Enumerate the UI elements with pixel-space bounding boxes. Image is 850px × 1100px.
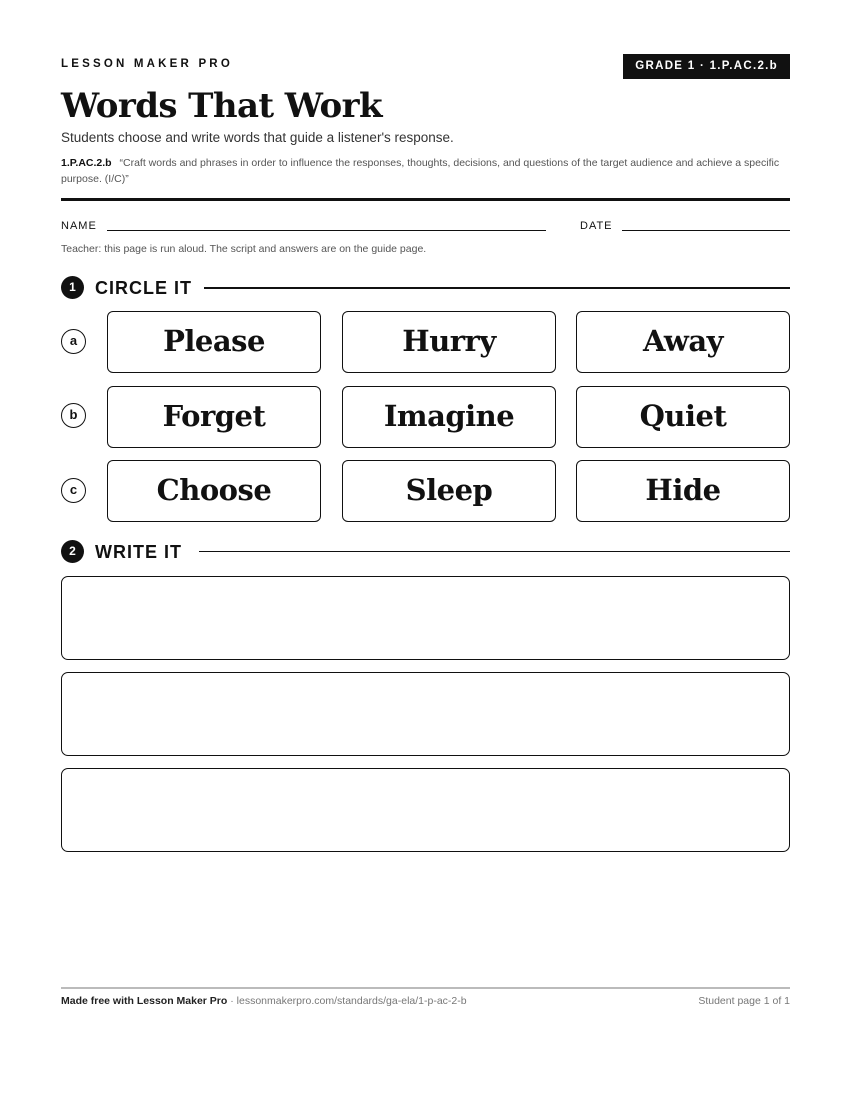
section-divider (204, 287, 790, 289)
writing-box[interactable] (61, 672, 790, 756)
word-card[interactable]: Quiet (576, 386, 790, 448)
date-label: DATE (580, 220, 613, 232)
row-letter-c: c (61, 478, 86, 503)
section-circle-it-header (61, 276, 790, 300)
footer-made-by: Made free with Lesson Maker Pro (61, 995, 228, 1007)
section-write-it-header (61, 540, 790, 564)
section-title: WRITE IT (95, 542, 182, 562)
row-letter-b: b (61, 403, 86, 428)
footer-credit (61, 995, 467, 1007)
header-divider (61, 198, 790, 201)
word-card[interactable]: Away (576, 311, 790, 373)
word-card[interactable]: Hide (576, 460, 790, 522)
brand-name: LESSON MAKER PRO (61, 58, 233, 70)
word-card[interactable]: Imagine (342, 386, 556, 448)
section-title: CIRCLE IT (95, 278, 192, 298)
teacher-note: Teacher: this page is run aloud. The script and answers are on the guide page. (61, 243, 427, 255)
writing-box[interactable] (61, 768, 790, 852)
grade-badge: GRADE 1 · 1.P.AC.2.b (623, 54, 790, 79)
section-number-badge: 2 (61, 540, 84, 563)
page-subtitle: Students choose and write words that guide a listener's response. (61, 130, 454, 145)
word-card[interactable]: Please (107, 311, 321, 373)
worksheet-page (61, 0, 790, 1100)
writing-box[interactable] (61, 576, 790, 660)
name-label: NAME (61, 220, 97, 232)
standard-code: 1.P.AC.2.b (61, 157, 112, 169)
section-divider (199, 551, 790, 552)
page-title: Words That Work (61, 86, 382, 126)
word-card[interactable]: Choose (107, 460, 321, 522)
standard-description (61, 155, 790, 187)
footer-separator: · (227, 995, 237, 1007)
row-letter-a: a (61, 329, 86, 354)
standard-text: “Craft words and phrases in order to influence the responses, thoughts, decisions, and questions of the target audience and achieve a specific purpose. (I/C)” (61, 157, 780, 185)
word-card[interactable]: Sleep (342, 460, 556, 522)
word-card[interactable]: Forget (107, 386, 321, 448)
name-field[interactable] (107, 230, 546, 231)
word-card[interactable]: Hurry (342, 311, 556, 373)
date-field[interactable] (622, 230, 790, 231)
page-number: Student page 1 of 1 (698, 995, 790, 1007)
footer-url[interactable]: lessonmakerpro.com/standards/ga-ela/1-p-ac-2-b (236, 995, 467, 1007)
footer-divider (61, 987, 790, 989)
section-number-badge: 1 (61, 276, 84, 299)
